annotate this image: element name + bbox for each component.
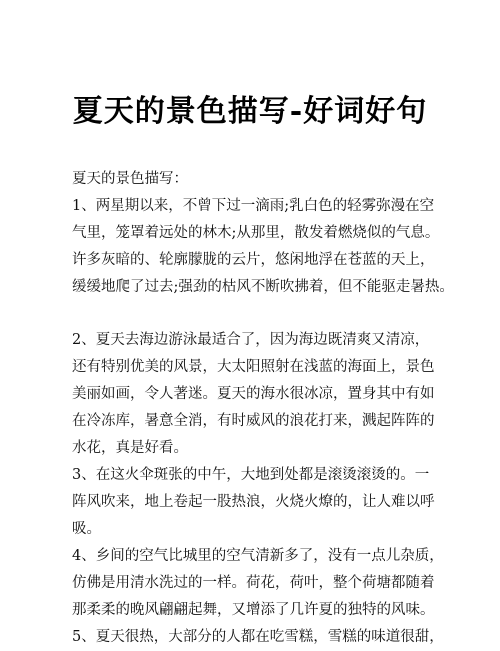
page-title: 夏天的景色描写-好词好句: [72, 94, 428, 129]
text-line: 许多灰暗的、轮廓朦胧的云片，悠闲地浮在苍蓝的天上，: [72, 252, 435, 268]
paragraph-3: [72, 462, 444, 543]
paragraph-2: [72, 327, 444, 462]
text-line: 4、乡间的空气比城里的空气清新多了，没有一点儿杂质，: [72, 548, 444, 564]
text-line: 1、两星期以来，不曾下过一滴雨;乳白色的轻雾弥漫在空: [72, 198, 435, 214]
text-line: 美丽如画，令人著迷。夏天的海水很冰凉，置身其中有如: [72, 386, 435, 402]
text-line: 气里，笼罩着远处的林木;从那里，散发着燃烧似的气息。: [72, 225, 440, 241]
article-body: [72, 166, 454, 651]
text-line: 吸。: [72, 521, 101, 537]
text-line: 那柔柔的晚风翩翩起舞，又增添了几许夏的独特的风味。: [72, 602, 435, 618]
text-line: 仿佛是用清水洗过的一样。荷花，荷叶，整个荷塘都随着: [72, 575, 435, 591]
intro-line: 夏天的景色描写：: [72, 171, 188, 187]
text-line: 还有特别优美的风景，大太阳照射在浅蓝的海面上，景色: [72, 359, 435, 375]
text-line: 在冷冻库，暑意全消，有时威风的浪花打来，溅起阵阵的: [72, 413, 435, 429]
text-line: 3、在这火伞斑张的中午，大地到处都是滚烫滚烫的。一: [72, 467, 430, 483]
text-line: 5、夏天很热，大部分的人都在吃雪糕，雪糕的味道很甜，: [72, 629, 444, 645]
text-line: 水花，真是好看。: [72, 440, 188, 456]
paragraph-5: [72, 624, 444, 651]
text-line: 2、夏天去海边游泳最适合了，因为海边既清爽又清凉，: [72, 332, 430, 348]
paragraph-gap: [72, 301, 444, 327]
text-line: 阵风吹来，地上卷起一股热浪，火烧火燎的，让人难以呼: [72, 494, 435, 510]
paragraph-4: [72, 543, 444, 624]
paragraph-1: [72, 193, 454, 301]
text-line: 缓缓地爬了过去;强劲的枯风不断吹拂着，但不能驱走暑热。: [72, 279, 454, 295]
